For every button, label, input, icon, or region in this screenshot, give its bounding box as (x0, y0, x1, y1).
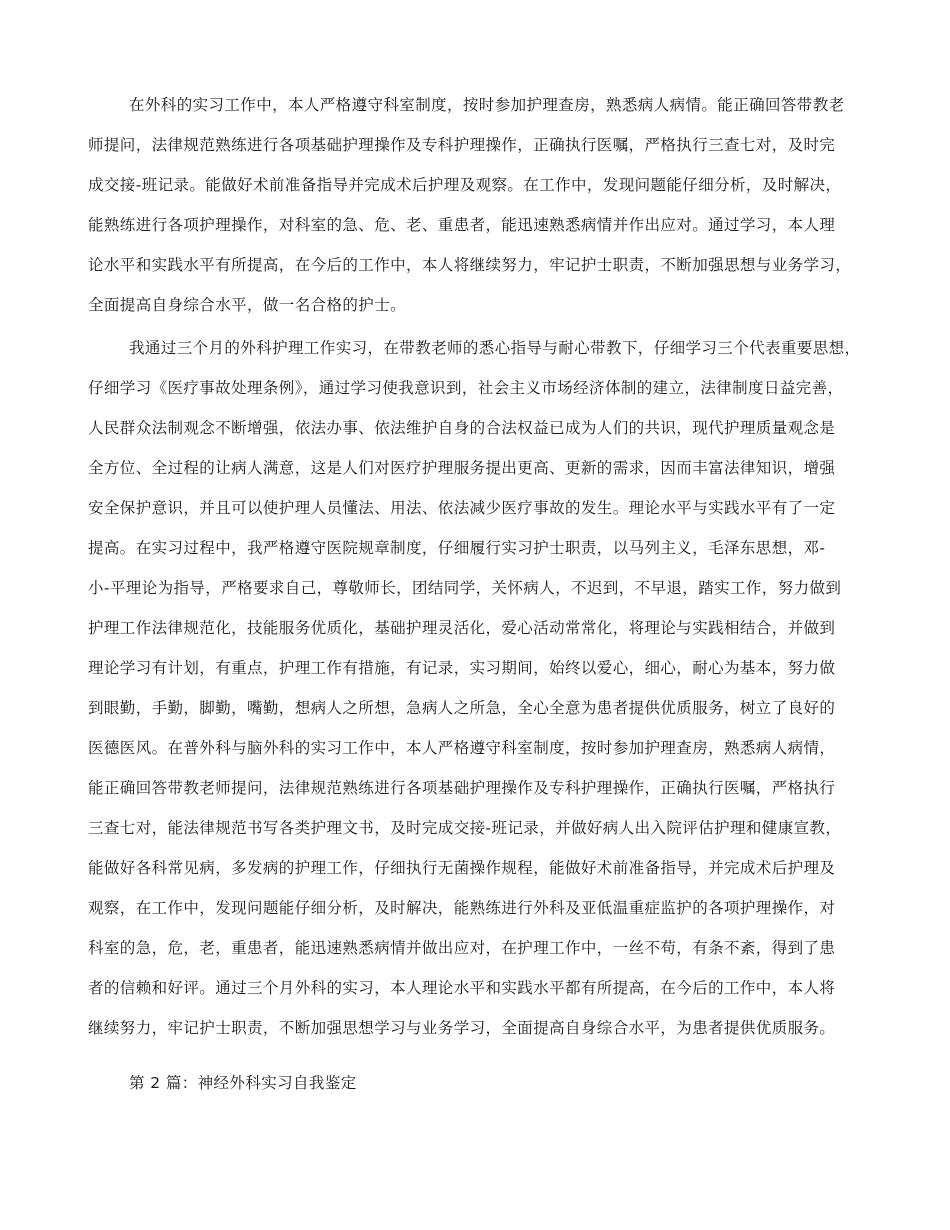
paragraph-line: 小-平理论为指导，严格要求自己，尊敬师长，团结同学，关怀病人，不迟到，不早退，踏实工作，努力做到 (88, 579, 842, 597)
paragraph-line: 仔细学习《医疗事故处理条例》，通过学习使我意识到，社会主义市场经济体制的建立，法律制度日益完善， (88, 379, 844, 397)
paragraph-line: 能做好各科常见病，多发病的护理工作，仔细执行无菌操作规程，能做好术前准备指导，并完成术后护理及 (88, 859, 836, 877)
paragraph-line: 能熟练进行各项护理操作，对科室的急、危、老、重患者，能迅速熟悉病情并作出应对。通过学习，本人理 (88, 216, 836, 234)
paragraph-line: 全面提高自身综合水平，做一名合格的护士。 (88, 296, 407, 314)
paragraph-line: 继续努力，牢记护士职责，不断加强思想学习与业务学习，全面提高自身综合水平，为患者提供优质服务。 (88, 1019, 836, 1037)
paragraph-line: 师提问，法律规范熟练进行各项基础护理操作及专科护理操作，正确执行医嘱，严格执行三查七对，及时完 (88, 136, 836, 154)
paragraph-line: 在外科的实习工作中，本人严格遵守科室制度，按时参加护理查房，熟悉病人病情。能正确回答带教老 (129, 96, 845, 114)
paragraph-line: 提高。在实习过程中，我严格遵守医院规章制度，仔细履行实习护士职责，以马列主义，毛泽东思想，邓- (88, 539, 826, 557)
paragraph-line: 护理工作法律规范化，技能服务优质化，基础护理灵活化，爱心活动常常化，将理论与实践相结合，并做到 (88, 619, 836, 637)
paragraph-line: 者的信赖和好评。通过三个月外科的实习，本人理论水平和实践水平都有所提高，在今后的工作中，本人将 (88, 979, 836, 997)
paragraph-line: 论水平和实践水平有所提高，在今后的工作中，本人将继续努力，牢记护士职责，不断加强思想与业务学习， (88, 256, 852, 274)
paragraph-line: 我通过三个月的外科护理工作实习，在带教老师的悉心指导与耐心带教下，仔细学习三个代表重要思想， (129, 339, 861, 357)
paragraph-line: 人民群众法制观念不断增强，依法办事、依法维护自身的合法权益已成为人们的共识，现代护理质量观念是 (88, 419, 836, 437)
paragraph-line: 安全保护意识，并且可以使护理人员懂法、用法、依法减少医疗事故的发生。理论水平与实践水平有了一定 (88, 499, 836, 517)
paragraph-line: 观察，在工作中，发现问题能仔细分析，及时解决，能熟练进行外科及亚低温重症监护的各项护理操作，对 (88, 899, 836, 917)
paragraph-line: 全方位、全过程的让病人满意，这是人们对医疗护理服务提出更高、更新的需求，因而丰富法律知识，增强 (88, 459, 836, 477)
paragraph-line: 科室的急，危，老，重患者，能迅速熟悉病情并做出应对，在护理工作中，一丝不苟，有条不紊，得到了患 (88, 939, 836, 957)
paragraph-line: 到眼勤，手勤，脚勤，嘴勤，想病人之所想，急病人之所急，全心全意为患者提供优质服务，树立了良好的 (88, 699, 836, 717)
paragraph-line: 能正确回答带教老师提问，法律规范熟练进行各项基础护理操作及专科护理操作，正确执行医嘱，严格执行 (88, 779, 836, 797)
paragraph-line: 理论学习有计划，有重点，护理工作有措施，有记录，实习期间，始终以爱心，细心，耐心为基本，努力做 (88, 659, 836, 677)
paragraph-line: 三查七对，能法律规范书写各类护理文书，及时完成交接-班记录，并做好病人出入院评估护理和健康宣教， (88, 819, 842, 837)
paragraph-line: 成交接-班记录。能做好术前准备指导并完成术后护理及观察。在工作中，发现问题能仔细分析，及时解决， (88, 176, 842, 194)
paragraph-line: 医德医风。在普外科与脑外科的实习工作中，本人严格遵守科室制度，按时参加护理查房，熟悉病人病情， (88, 739, 836, 757)
section-heading: 第 2 篇：神经外科实习自我鉴定 (129, 1074, 357, 1092)
